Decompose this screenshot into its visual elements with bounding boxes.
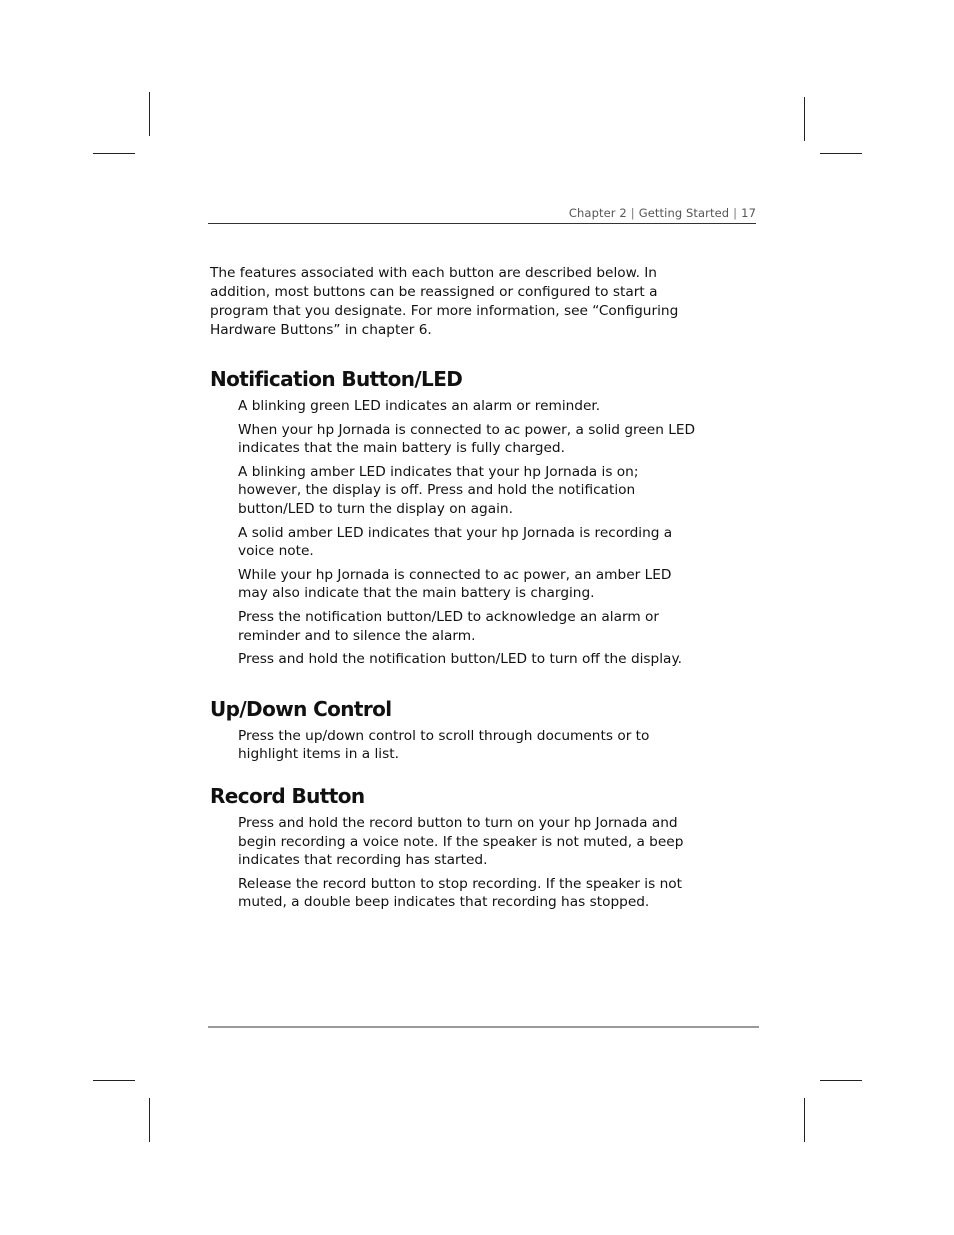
section-record-button xyxy=(210,782,696,912)
section-heading: Up/Down Control xyxy=(210,696,392,721)
body-paragraph: Press the up/down control to scroll through documents or to highlight items in a list. xyxy=(238,727,650,763)
body-paragraph: Press the notification button/LED to acknowledge an alarm or reminder and to silence the alarm. xyxy=(238,608,660,644)
body-paragraph: While your hp Jornada is connected to ac power, an amber LED may also indicate that the main battery is charging. xyxy=(238,566,672,602)
crop-mark-top-right-horizontal xyxy=(820,153,862,154)
crop-mark-bottom-right-vertical xyxy=(804,1098,805,1142)
body-paragraph: When your hp Jornada is connected to ac power, a solid green LED indicates that the main battery is fully charged. xyxy=(238,421,696,457)
footer-rule xyxy=(208,1026,759,1028)
header-separator: | xyxy=(630,206,635,220)
crop-mark-top-right-vertical xyxy=(804,97,805,141)
body-paragraph: A blinking green LED indicates an alarm or reminder. xyxy=(238,398,601,414)
body-paragraph: Press and hold the notification button/LED to turn off the display. xyxy=(238,651,682,668)
header-chapter: Chapter 2 xyxy=(568,206,627,220)
running-header xyxy=(208,205,756,224)
body-paragraph: A blinking amber LED indicates that your hp Jornada is on; however, the display is off. Press and hold the notification button/LED to turn the display on again. xyxy=(238,463,639,517)
section-heading: Notification Button/LED xyxy=(210,367,463,391)
crop-mark-top-left-horizontal xyxy=(93,153,135,154)
crop-mark-bottom-left-horizontal xyxy=(93,1080,135,1081)
crop-mark-top-left-vertical xyxy=(149,92,150,136)
crop-mark-bottom-right-horizontal xyxy=(820,1080,862,1081)
section-up-down-control xyxy=(210,695,696,764)
body-paragraph: Press and hold the record button to turn on your hp Jornada and begin recording a voice note. If the speaker is not muted, a beep indicates that recording has started. xyxy=(238,814,684,869)
section-notification-button xyxy=(210,365,696,669)
intro-paragraph: The features associated with each button are described below. In addition, most buttons can be reassigned or configured to start a program that you designate. For more information, see “Configuring Hardware Buttons” in chapter 6. xyxy=(210,265,679,338)
header-separator: | xyxy=(733,206,738,220)
body-paragraph: A solid amber LED indicates that your hp Jornada is recording a voice note. xyxy=(238,524,673,560)
section-heading: Record Button xyxy=(210,783,365,808)
header-section: Getting Started xyxy=(638,206,730,220)
body-paragraph: Release the record button to stop recording. If the speaker is not muted, a double beep indicates that recording has stopped. xyxy=(238,875,682,911)
crop-mark-bottom-left-vertical xyxy=(149,1098,150,1142)
page-number: 17 xyxy=(741,206,756,220)
page-body xyxy=(210,264,696,938)
